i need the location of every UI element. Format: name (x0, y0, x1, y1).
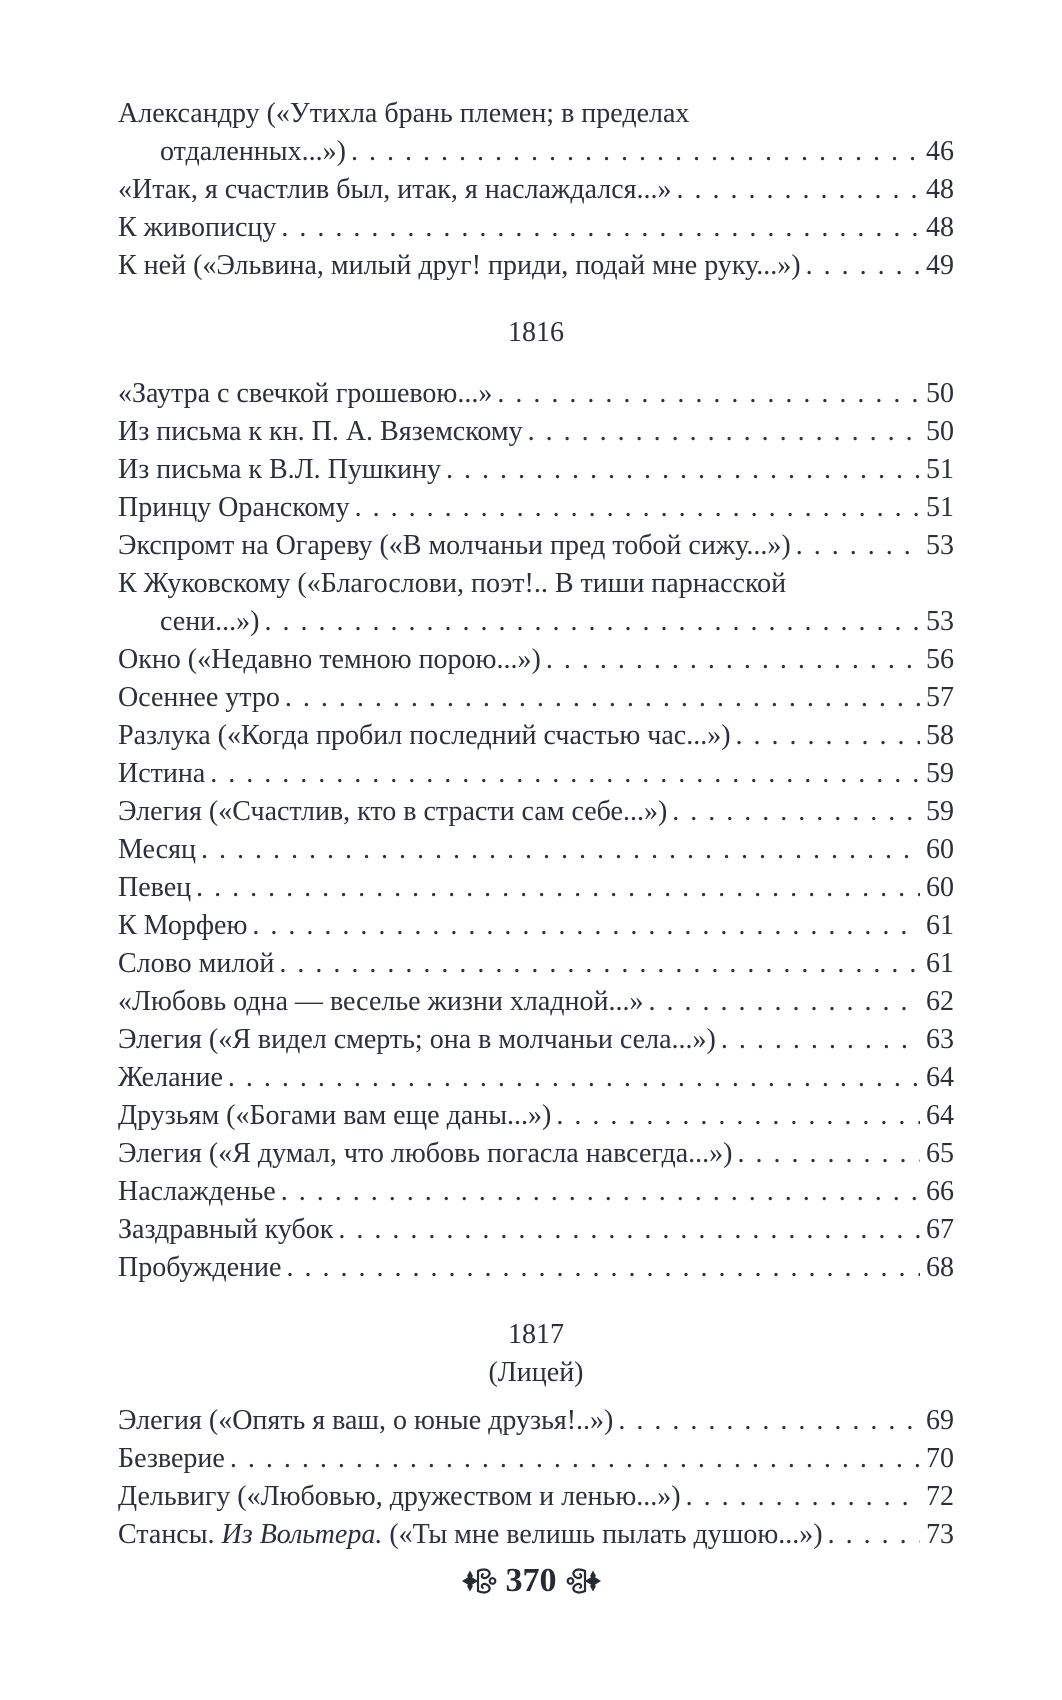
dot-leader (276, 1173, 920, 1211)
toc-entry (160, 133, 954, 171)
entry-page-number: 50 (926, 416, 954, 447)
entry-page-number: 66 (926, 1176, 954, 1207)
entry-title-text: Стансы. (118, 1519, 222, 1550)
entry-title: Элегия («Я думал, что любовь погасла навсегда...») (118, 1138, 733, 1169)
toc-section-3 (118, 1316, 954, 1554)
toc-entry (118, 793, 954, 831)
dot-leader (281, 1249, 920, 1287)
entry-page-number: 51 (926, 454, 954, 485)
entry-page-number: 48 (926, 212, 954, 243)
toc-entry (118, 1021, 954, 1059)
entry-page-number: 50 (926, 378, 954, 409)
toc-entry (118, 1097, 954, 1135)
toc-entry (118, 1059, 954, 1097)
entry-title: К живописцу (118, 212, 277, 243)
toc-entry (118, 1516, 954, 1554)
entry-page-number: 67 (926, 1214, 954, 1245)
dot-leader (346, 133, 920, 171)
toc-entry (118, 869, 954, 907)
entry-page-number: 56 (926, 644, 954, 675)
toc-entry (118, 171, 954, 209)
entry-title: Элегия («Я видел смерть; она в молчаньи села...») (118, 1024, 716, 1055)
entry-title (118, 1516, 823, 1554)
entry-page-number: 60 (926, 834, 954, 865)
toc-entry (118, 945, 954, 983)
entry-title: К Морфею (118, 910, 248, 941)
toc-entry (118, 413, 954, 451)
dot-leader (280, 679, 920, 717)
dot-leader (732, 1135, 920, 1173)
entry-page-number: 53 (926, 530, 954, 561)
entry-title: Окно («Недавно темною порою...») (118, 644, 541, 675)
toc-section-2 (118, 314, 954, 1287)
toc-entry (118, 247, 954, 285)
toc-entry (118, 1135, 954, 1173)
entry-page-number: 57 (926, 682, 954, 713)
entry-title-text: («Ты мне велишь пылать душою...») (382, 1519, 823, 1550)
entry-title: Месяц (118, 834, 196, 865)
dot-leader (247, 907, 920, 945)
page-number: 370 (505, 1562, 557, 1599)
entry-title-italic: Из Вольтера. (221, 1519, 383, 1550)
entry-page-number: 70 (926, 1443, 954, 1474)
entry-page-number: 73 (926, 1519, 954, 1550)
fleuron-left-icon (461, 1566, 499, 1596)
entry-title: Желание (118, 1062, 223, 1093)
fleuron-right-icon (564, 1566, 602, 1596)
entry-title: Разлука («Когда пробил последний счастью час...») (118, 720, 731, 751)
toc-entry (118, 717, 954, 755)
entry-list (118, 1402, 954, 1554)
dot-leader (276, 209, 920, 247)
dot-leader (667, 793, 920, 831)
entry-title: Принцу Оранскому (118, 492, 350, 523)
entry-page-number: 62 (926, 986, 954, 1017)
toc-entry (118, 641, 954, 679)
entry-page-number: 53 (926, 606, 954, 637)
entry-title: К ней («Эльвина, милый друг! приди, подай мне руку...») (118, 250, 801, 281)
entry-title: Наслажденье (118, 1176, 276, 1207)
entry-page-number: 61 (926, 910, 954, 941)
toc-entry (118, 755, 954, 793)
entry-title: Экспромт на Огареву («В молчаньи пред тобой сижу...») (118, 530, 791, 561)
entry-title: Элегия («Опять я ваш, о юные друзья!..») (118, 1405, 614, 1436)
toc-entry (118, 489, 954, 527)
entry-title: отдаленных...») (160, 136, 346, 167)
toc-entry (118, 983, 954, 1021)
toc-entry (118, 1478, 954, 1516)
dot-leader (191, 869, 920, 907)
entry-title: Из письма к В.Л. Пушкину (118, 454, 442, 485)
dot-leader (731, 717, 920, 755)
dot-leader (716, 1021, 920, 1059)
toc-entry (118, 907, 954, 945)
dot-leader (223, 1059, 920, 1097)
toc-entry (118, 679, 954, 717)
entry-title: Из письма к кн. П. А. Вяземскому (118, 416, 523, 447)
entry-title: Осеннее утро (118, 682, 280, 713)
entry-title: Друзьям («Богами вам еще даны...») (118, 1100, 552, 1131)
dot-leader (225, 1440, 920, 1478)
entry-title: Элегия («Счастлив, кто в страсти сам себе...») (118, 796, 668, 827)
entry-page-number: 49 (926, 250, 954, 281)
entry-page-number: 64 (926, 1100, 954, 1131)
entry-page-number: 60 (926, 872, 954, 903)
dot-leader (613, 1402, 920, 1440)
entry-title: «Итак, я счастлив был, итак, я наслаждался...» (118, 174, 672, 205)
entry-page-number: 58 (926, 720, 954, 751)
section-subheading: (Лицей) (488, 1357, 584, 1388)
entry-page-number: 65 (926, 1138, 954, 1169)
toc-section-1 (118, 95, 954, 285)
toc-entry-first-line: К Жуковскому («Благослови, поэт!.. В тиши парнасской (118, 568, 787, 599)
dot-leader (672, 171, 920, 209)
toc-entry (118, 1402, 954, 1440)
toc-entry (118, 1211, 954, 1249)
entry-page-number: 63 (926, 1024, 954, 1055)
dot-leader (196, 831, 920, 869)
entry-page-number: 64 (926, 1062, 954, 1093)
entry-title: Дельвигу («Любовью, дружеством и ленью...») (118, 1481, 681, 1512)
entry-title: «Заутра с свечкой грошевою...» (118, 378, 493, 409)
entry-list (118, 95, 954, 285)
toc-entry (118, 1440, 954, 1478)
toc-entry (118, 831, 954, 869)
dot-leader (523, 413, 920, 451)
dot-leader (441, 451, 920, 489)
entry-title: Певец (118, 872, 192, 903)
table-of-contents (118, 0, 954, 1554)
entry-page-number: 61 (926, 948, 954, 979)
entry-page-number: 69 (926, 1405, 954, 1436)
entry-title: Пробуждение (118, 1252, 282, 1283)
dot-leader (791, 527, 920, 565)
dot-leader (274, 945, 920, 983)
toc-entry (118, 375, 954, 413)
entry-page-number: 48 (926, 174, 954, 205)
entry-title: Заздравный кубок (118, 1214, 334, 1245)
toc-entry-first-line: Александру («Утихла брань племен; в пределах (118, 98, 690, 129)
dot-leader (333, 1211, 920, 1249)
dot-leader (823, 1516, 920, 1554)
dot-leader (205, 755, 920, 793)
toc-entry (118, 1249, 954, 1287)
dot-leader (492, 375, 920, 413)
section-heading: 1817 (508, 1319, 564, 1350)
entry-page-number: 68 (926, 1252, 954, 1283)
dot-leader (644, 983, 920, 1021)
dot-leader (681, 1478, 920, 1516)
toc-entry (118, 527, 954, 565)
entry-page-number: 46 (926, 136, 954, 167)
entry-title: Слово милой (118, 948, 275, 979)
entry-list (118, 375, 954, 1287)
entry-page-number: 59 (926, 796, 954, 827)
entry-title: «Любовь одна — веселье жизни хладной...» (118, 986, 644, 1017)
toc-entry (160, 603, 954, 641)
page-footer (0, 1564, 1062, 1598)
toc-entry (118, 1173, 954, 1211)
dot-leader (551, 1097, 920, 1135)
entry-page-number: 59 (926, 758, 954, 789)
entry-title: Истина (118, 758, 206, 789)
section-heading: 1816 (508, 317, 564, 348)
dot-leader (350, 489, 920, 527)
dot-leader (260, 603, 921, 641)
dot-leader (801, 247, 920, 285)
entry-title: сени...») (160, 606, 260, 637)
dot-leader (541, 641, 920, 679)
entry-title: Безверие (118, 1443, 225, 1474)
entry-page-number: 72 (926, 1481, 954, 1512)
entry-page-number: 51 (926, 492, 954, 523)
toc-entry (118, 451, 954, 489)
toc-entry (118, 209, 954, 247)
